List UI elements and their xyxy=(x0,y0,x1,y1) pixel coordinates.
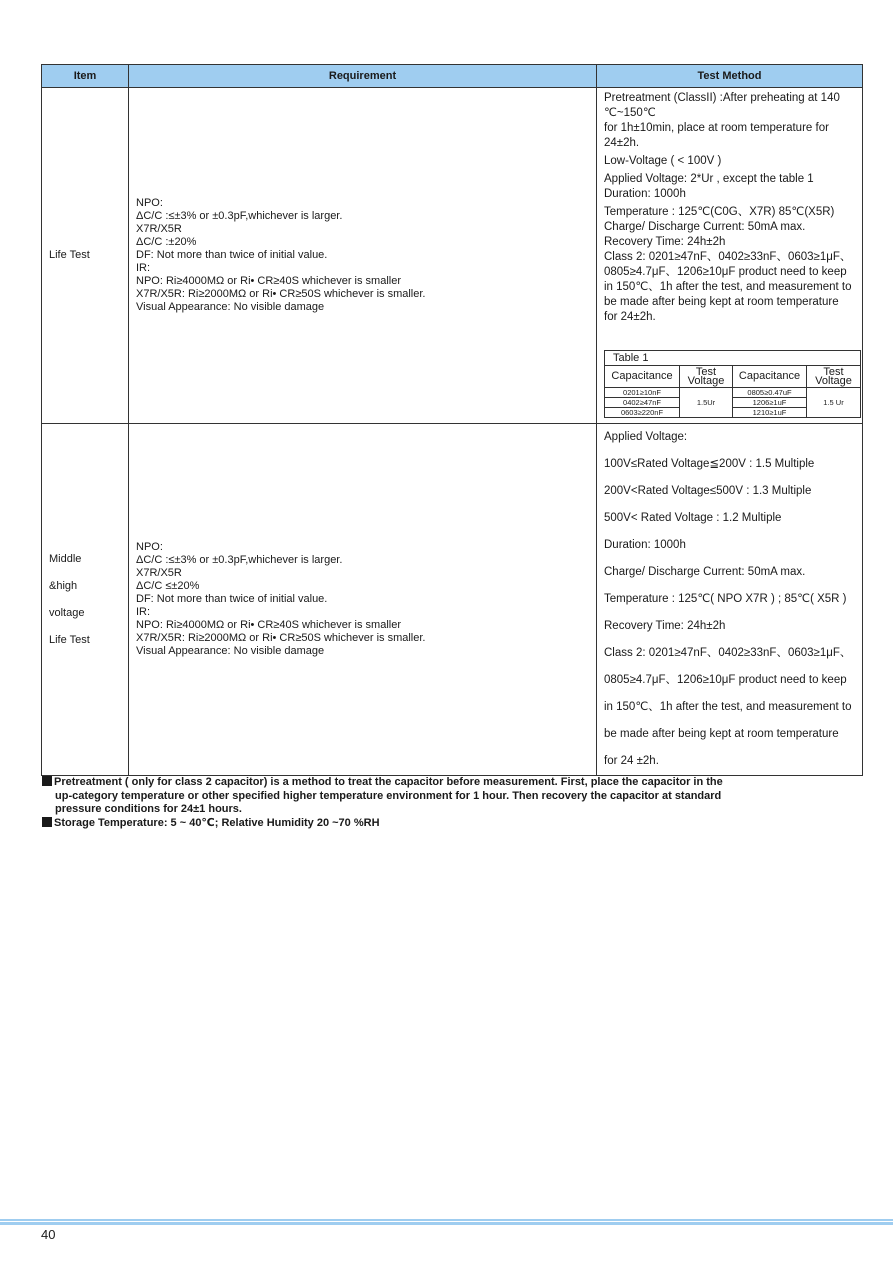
method-line: 200V<Rated Voltage≤500V : 1.3 Multiple xyxy=(604,485,812,497)
item-label: voltage xyxy=(49,606,85,619)
method-line: 500V< Rated Voltage : 1.2 Multiple xyxy=(604,512,782,524)
method-line: be made after being kept at room temperature xyxy=(604,296,839,308)
storage-note xyxy=(42,817,842,831)
method-line: Applied Voltage: 2*Ur , except the table 1 xyxy=(604,173,814,185)
test-method-cell xyxy=(597,424,863,776)
pretreatment-note-line: pressure conditions for 24±1 hours. xyxy=(55,803,242,815)
table-1-cell: 1206≥1uF xyxy=(733,398,807,408)
test-method-cell xyxy=(597,88,863,424)
requirement-line: IR: xyxy=(136,606,151,618)
requirement-line: NPO: xyxy=(136,541,163,553)
requirement-cell xyxy=(129,424,597,776)
requirement-line: ΔC/C :±20% xyxy=(136,236,197,248)
item-label: Life Test xyxy=(49,633,90,646)
table-1-cell: 0603≥220nF xyxy=(605,408,680,418)
header-test-method: Test Method xyxy=(597,65,863,88)
pretreatment-note-line: Pretreatment ( only for class 2 capacitor) is a method to treat the capacitor before measurement. First, place the capacitor in the xyxy=(54,776,723,788)
method-line: ℃~150℃ xyxy=(604,107,656,119)
table-1-cell: 0805≥0.47uF xyxy=(733,388,807,398)
requirement-line: ΔC/C :≤±3% or ±0.3pF,whichever is larger. xyxy=(136,554,343,566)
item-cell xyxy=(42,88,129,424)
method-line: Low-Voltage ( < 100V ) xyxy=(604,155,722,167)
method-line: Class 2: 0201≥47nF、0402≥33nF、0603≥1μF、 xyxy=(604,251,852,263)
requirement-line: X7R/X5R: Ri≥2000MΩ or Ri• CR≥50S whichever is smaller. xyxy=(136,288,426,300)
item-label: &high xyxy=(49,579,78,592)
square-bullet-icon xyxy=(42,776,52,786)
spec-table xyxy=(41,64,863,776)
table-1 xyxy=(604,350,861,418)
requirement-line: X7R/X5R xyxy=(136,223,182,235)
requirement-line: IR: xyxy=(136,262,151,274)
table-1-header-capacitance: Capacitance xyxy=(605,366,680,388)
requirement-line: NPO: xyxy=(136,197,163,209)
method-line: Temperature : 125℃(C0G、X7R) 85℃(X5R) xyxy=(604,206,835,218)
requirement-line: DF: Not more than twice of initial value. xyxy=(136,593,328,605)
requirement-line: NPO: Ri≥4000MΩ or Ri• CR≥40S whichever is smaller xyxy=(136,619,401,631)
method-line: Recovery Time: 24h±2h xyxy=(604,620,726,632)
table-1-cell: 1.5 Ur xyxy=(807,388,861,418)
pretreatment-note-line: up-category temperature or other specified higher temperature environment for 1 hour. Then recovery the capacitor at standard xyxy=(55,789,722,802)
method-line: Pretreatment (ClassII) :After preheating at 140 xyxy=(604,92,840,104)
requirement-line: X7R/X5R: Ri≥2000MΩ or Ri• CR≥50S whichever is smaller. xyxy=(136,632,426,644)
footer-bar xyxy=(0,1219,893,1225)
table-1-cell: 0402≥47nF xyxy=(605,398,680,408)
item-label: Middle xyxy=(49,552,82,565)
table-1-header-test-voltage: Test Voltage xyxy=(807,366,861,388)
method-line: Duration: 1000h xyxy=(604,188,686,200)
method-line: in 150℃、1h after the test, and measurement to xyxy=(604,701,852,713)
method-line: Applied Voltage: xyxy=(604,431,688,443)
row-life-test xyxy=(42,88,863,424)
page-number: 40 xyxy=(41,1227,56,1242)
table-1-header-capacitance: Capacitance xyxy=(733,366,807,388)
requirement-line: X7R/X5R xyxy=(136,567,182,579)
method-line: 100V≤Rated Voltage≦200V : 1.5 Multiple xyxy=(604,458,815,470)
method-line: Charge/ Discharge Current: 50mA max. xyxy=(604,566,806,578)
method-line: Charge/ Discharge Current: 50mA max. xyxy=(604,221,806,233)
item-label: Life Test xyxy=(49,249,90,261)
header-row xyxy=(42,65,863,88)
square-bullet-icon xyxy=(42,817,52,827)
table-1-caption: Table 1 xyxy=(605,351,861,366)
method-line: 24±2h. xyxy=(604,137,640,149)
method-line: Duration: 1000h xyxy=(604,539,686,551)
requirement-line: Visual Appearance: No visible damage xyxy=(136,645,325,657)
header-requirement: Requirement xyxy=(129,65,597,88)
pretreatment-note xyxy=(42,776,842,817)
method-line: 0805≥4.7μF、1206≥10μF product need to keep xyxy=(604,266,847,278)
method-line: Class 2: 0201≥47nF、0402≥33nF、0603≥1μF、 xyxy=(604,647,852,659)
table-1-cell: 1.5Ur xyxy=(680,388,733,418)
header-item: Item xyxy=(42,65,129,88)
requirement-line: DF: Not more than twice of initial value. xyxy=(136,249,328,261)
method-line: Recovery Time: 24h±2h xyxy=(604,236,726,248)
storage-note-text: Storage Temperature: 5 ~ 40℃; Relative Humidity 20 ~70 %RH xyxy=(54,816,380,829)
method-line: Temperature : 125℃( NPO X7R ) ; 85℃( X5R ) xyxy=(604,593,847,605)
method-line: for 1h±10min, place at room temperature for xyxy=(604,122,829,134)
table-1-cell: 1210≥1uF xyxy=(733,408,807,418)
method-line: 0805≥4.7μF、1206≥10μF product need to keep xyxy=(604,674,847,686)
table-1-cell: 0201≥10nF xyxy=(605,388,680,398)
method-line: for 24±2h. xyxy=(604,311,656,323)
row-middle-high-voltage-life-test xyxy=(42,424,863,776)
method-line: in 150℃、1h after the test, and measurement to xyxy=(604,281,852,293)
requirement-cell xyxy=(129,88,597,424)
item-cell xyxy=(42,424,129,776)
requirement-line: ΔC/C ≤±20% xyxy=(136,580,200,592)
table-1-header-test-voltage: Test Voltage xyxy=(680,366,733,388)
method-line: for 24 ±2h. xyxy=(604,755,659,767)
notes xyxy=(42,776,842,830)
requirement-line: Visual Appearance: No visible damage xyxy=(136,301,325,313)
method-line: be made after being kept at room temperature xyxy=(604,728,839,740)
requirement-line: ΔC/C :≤±3% or ±0.3pF,whichever is larger. xyxy=(136,210,343,222)
requirement-line: NPO: Ri≥4000MΩ or Ri• CR≥40S whichever is smaller xyxy=(136,275,401,287)
